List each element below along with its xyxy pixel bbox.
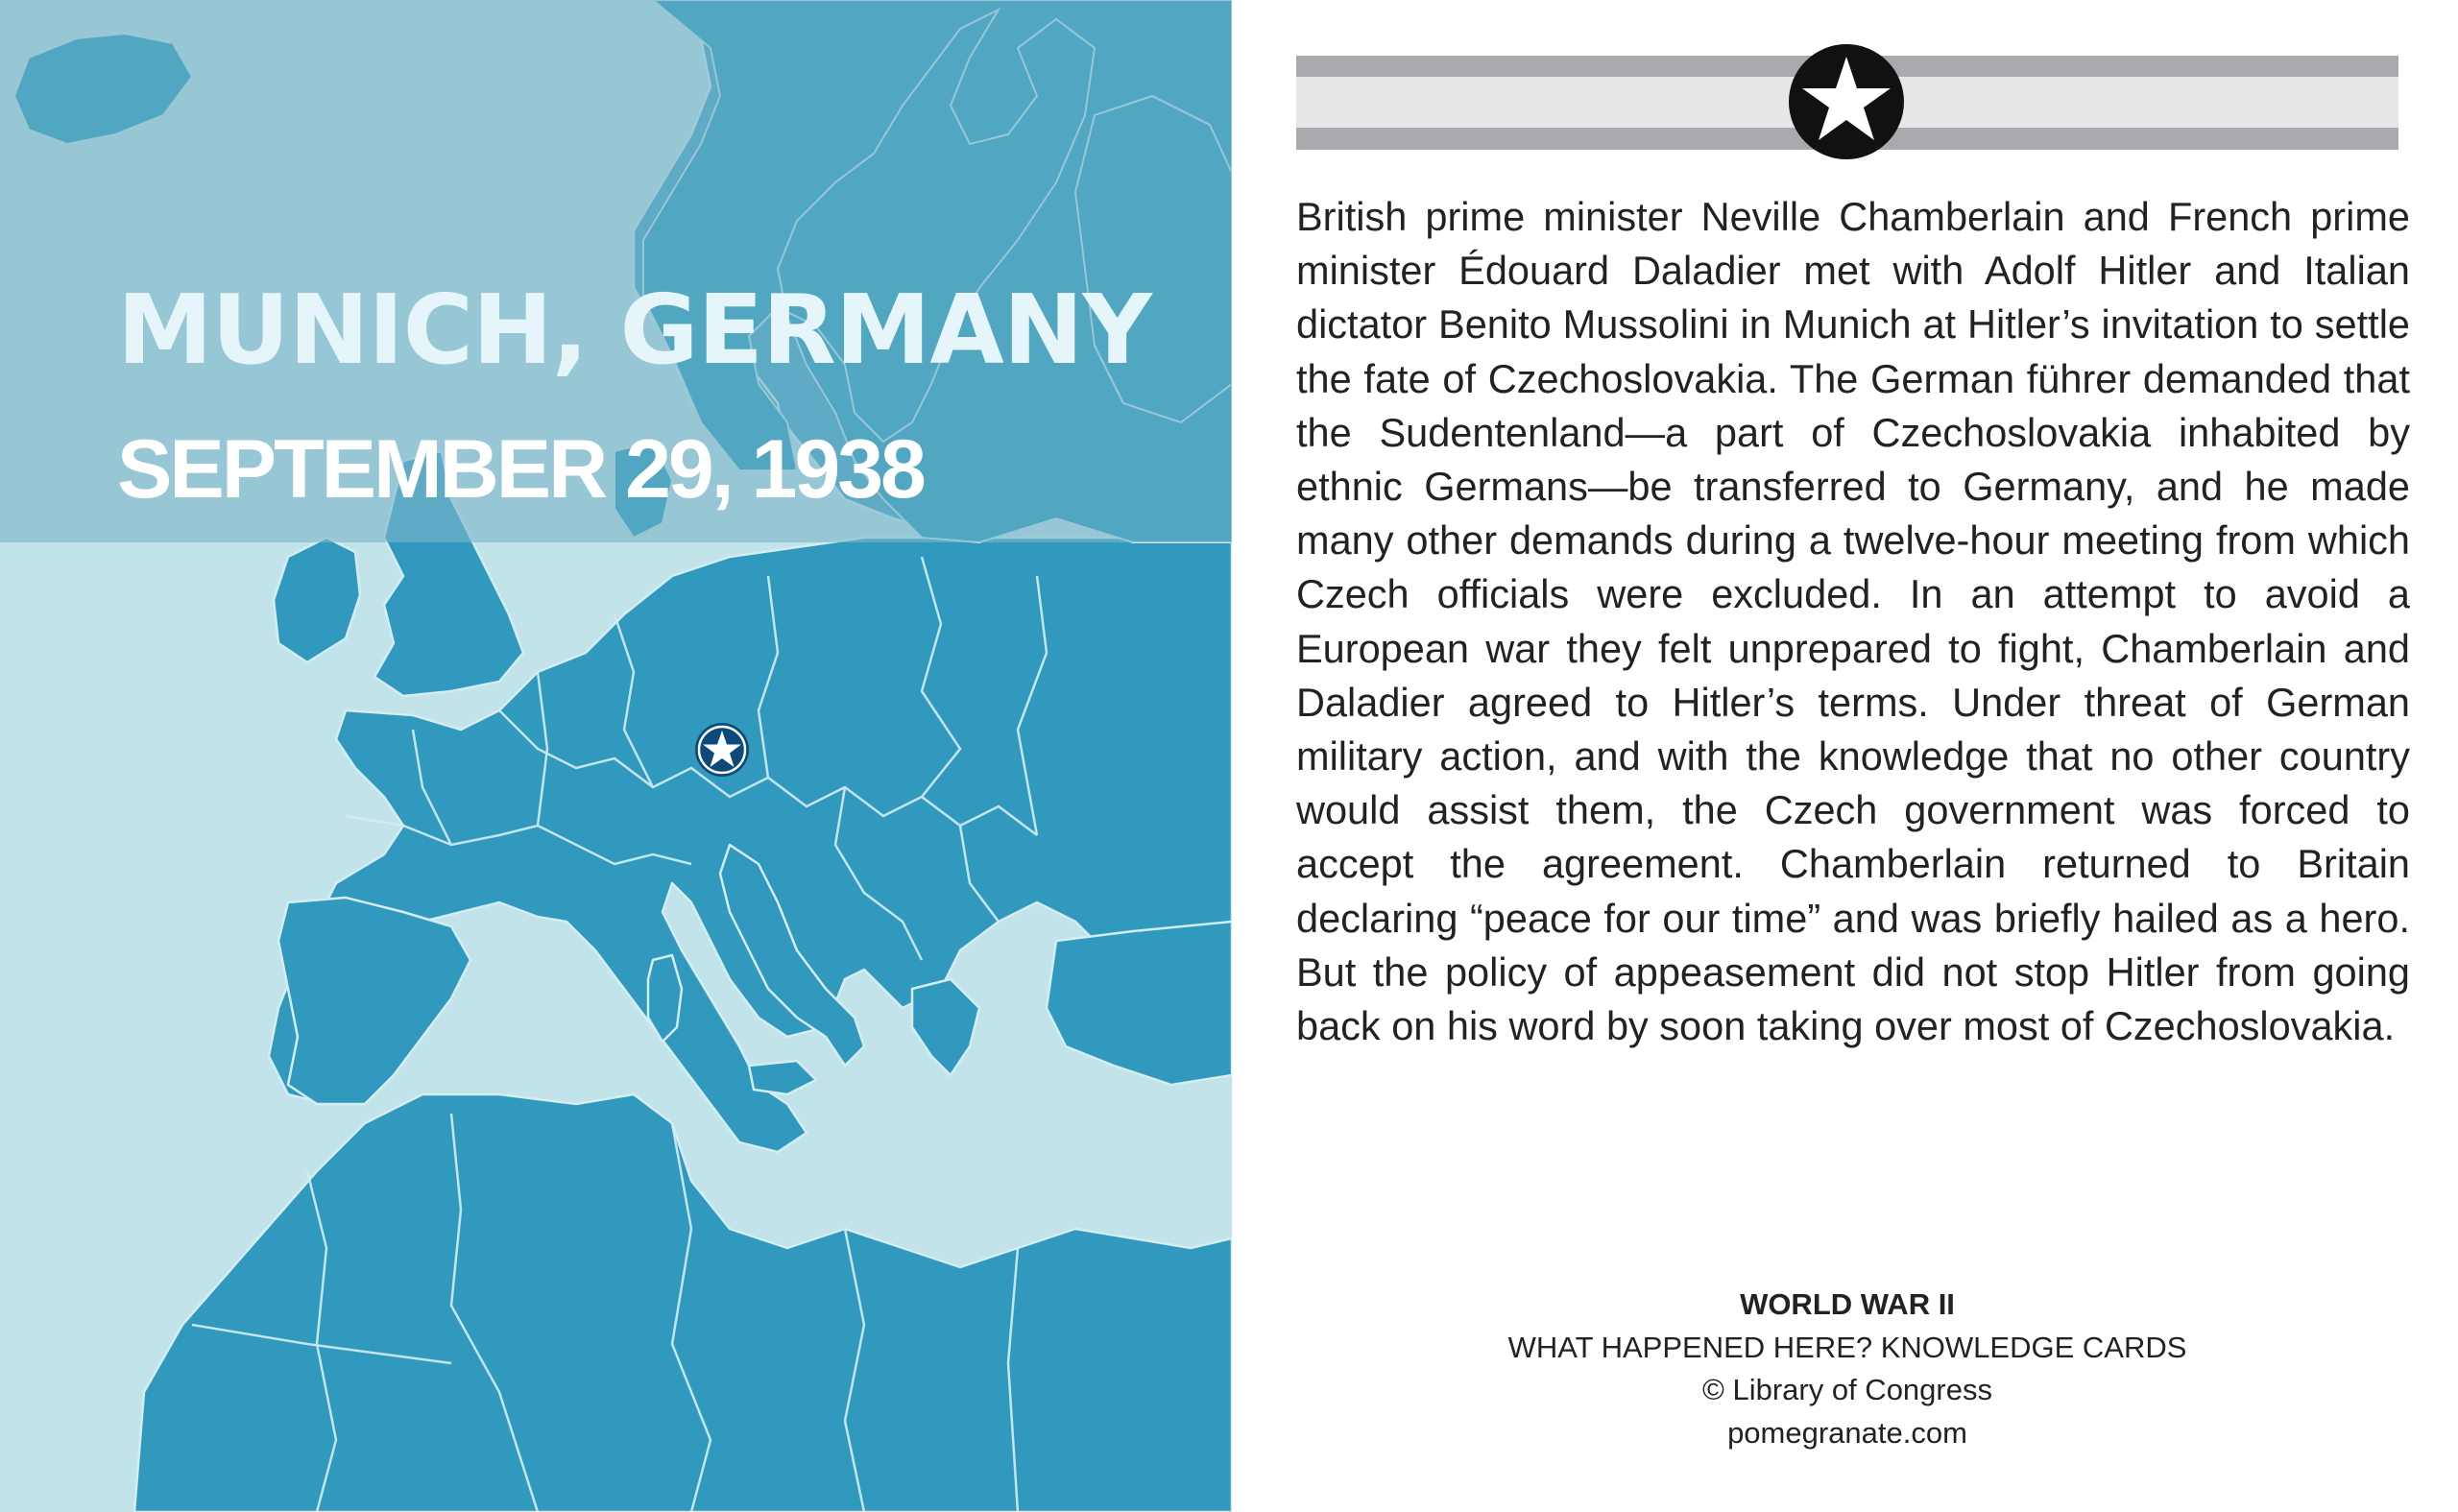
star-marker-icon [694,722,750,778]
ireland-landmass [274,538,360,662]
copyright-line: © Library of Congress [1702,1373,1992,1406]
greece-landmass [912,979,979,1075]
sicily-landmass [749,1061,816,1094]
card-footer [1296,1284,2398,1454]
anatolia-landmass [1047,922,1232,1085]
iberia-landmass [278,898,470,1104]
star-icon [1788,43,1905,160]
description-paragraph: British prime minister Neville Chamberlain and French prime minister Édouard Daladier met with Adolf Hitler and Italian dictator Benito Mussolini in Munich at Hitler’s invitation to settle the fate of Czechoslovakia. The German führer demanded that the Sudentenland—a part of Czechoslovakia inhabited by ethnic Germans—be transferred to Germany, and he made many other demands during a twelve-hour meeting from which Czech officials were excluded. In an attempt to avoid a European war they felt unprepared to fight, Chamberlain and Daladier agreed to Hitler’s terms. Under threat of German military action, and with the knowledge that no other country would assist them, the Czech government was forced to accept the agreement. Chamberlain returned to Britain declaring “peace for our time” and was briefly hailed as a hero. But the policy of appeasement did not stop Hitler from going back on his word by soon taking over most of Czechoslovakia. [1296,194,2410,1049]
series-title: WORLD WAR II [1740,1287,1955,1321]
website-line: pomegranate.com [1727,1415,1967,1450]
map-date: SEPTEMBER 29, 1938 [117,423,924,516]
collection-title: WHAT HAPPENED HERE? KNOWLEDGE CARDS [1507,1330,2187,1364]
north-africa-landmass [134,1094,1232,1512]
map-title: MUNICH, GERMANY [117,274,1151,386]
